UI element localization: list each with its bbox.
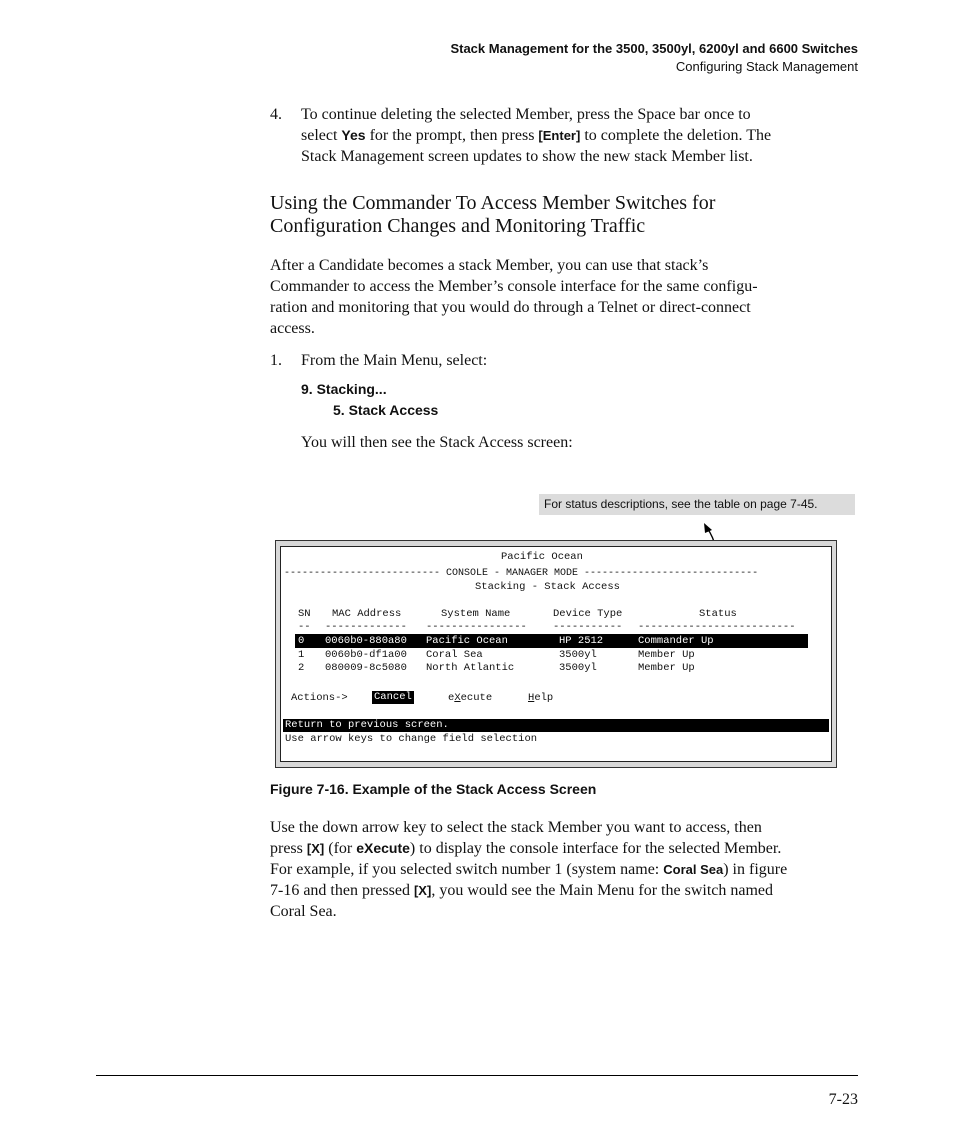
column-rule-name: ---------------- [426,621,527,633]
column-header-status: Status [699,608,737,620]
table-row-selected[interactable] [295,634,808,648]
closing-paragraph [270,817,862,922]
x-key: [X] [306,841,325,856]
execute-hotkey: X [454,692,461,704]
column-rule-type: ----------- [553,621,623,633]
help-suffix: elp [534,692,554,704]
enter-key: [Enter] [538,128,581,143]
closing-line-2 [270,838,862,859]
intro-line-1: After a Candidate becomes a stack Member, you can use that stack’s [270,257,709,274]
row-device-type: 3500yl [559,662,597,674]
row-sn: 0 [298,635,305,647]
execute-action[interactable] [448,692,492,705]
help-message: Return to previous screen. [285,719,449,731]
text-run: For example, if you selected switch number 1 (system name: [270,861,664,878]
intro-paragraph [270,255,860,339]
column-rule-sn: -- [298,621,311,633]
text-run: to complete the deletion. The [580,127,772,144]
footer-rule [96,1075,858,1076]
row-sn: 2 [298,662,305,674]
intro-line-3: ration and monitoring that you would do through a Telnet or direct-connect [270,299,751,316]
help-hotkey: H [528,692,535,704]
console-screen [280,546,832,762]
row-mac: 080009-8c5080 [325,662,407,674]
table-row[interactable] [295,648,808,662]
screen-subtitle: Stacking - Stack Access [475,581,620,593]
x-key: [X] [413,883,432,898]
row-status: Commander Up [638,635,714,647]
help-message-bar [283,719,829,732]
actions-label: Actions-> [291,692,348,704]
step-1-number: 1. [270,352,282,369]
console-mode-line: -------------------------- CONSOLE - MANAGER MODE ----------------------------- [284,568,759,579]
text-run: 7-16 and then pressed [270,882,414,899]
text-run: ) in figure [723,861,788,878]
row-system-name: Coral Sea [426,649,483,661]
column-header-sn: SN [298,608,311,620]
column-rule-status: ------------------------- [638,621,796,633]
section-heading [270,192,850,238]
row-sn: 1 [298,649,305,661]
step-4-number: 4. [270,106,282,123]
section-heading-line-2: Configuration Changes and Monitoring Traffic [270,215,646,237]
step-1-after-text: You will then see the Stack Access screen: [301,434,573,451]
help-action[interactable] [528,692,553,705]
yes-keyword: Yes [341,127,366,143]
running-header-title: Stack Management for the 3500, 3500yl, 6200yl and 6600 Switches [450,41,858,56]
row-device-type: 3500yl [559,649,597,661]
step-4-text [301,104,861,167]
step-4-line-3: Stack Management screen updates to show the new stack Member list. [301,148,753,165]
step-4-line-1: To continue deleting the selected Member, press the Space bar once to [301,106,751,123]
closing-line-5: Coral Sea. [270,903,337,920]
closing-line-4 [270,880,862,901]
execute-suffix: ecute [460,692,493,704]
menu-path-stacking: 9. Stacking... [301,381,387,397]
screen-title: Pacific Ocean [501,551,583,563]
menu-path-stack-access: 5. Stack Access [333,402,439,418]
text-run: , you would see the Main Menu for the switch named [431,882,774,899]
intro-line-4: access. [270,320,315,337]
figure-caption: Figure 7-16. Example of the Stack Access Screen [270,781,597,797]
column-header-mac: MAC Address [332,608,402,620]
text-run: press [270,840,307,857]
column-rule-mac: ------------- [325,621,407,633]
navigation-hint: Use arrow keys to change field selection [285,733,538,745]
coral-sea-keyword: Coral Sea [663,862,724,877]
column-header-type: Device Type [553,608,623,620]
row-mac: 0060b0-880a80 [325,635,407,647]
closing-line-3 [270,859,862,880]
execute-prefix: e [448,692,455,704]
row-device-type: HP 2512 [559,635,604,647]
text-run: select [301,127,342,144]
row-status: Member Up [638,649,695,661]
status-callout: For status descriptions, see the table on page 7-45. [539,494,855,515]
text-run: ) to display the console interface for the selected Member. [409,840,782,857]
step-1-text: From the Main Menu, select: [301,352,488,369]
page-number: 7-23 [828,1091,858,1108]
row-status: Member Up [638,662,695,674]
section-heading-line-1: Using the Commander To Access Member Switches for [270,192,716,214]
text-run: for the prompt, then press [365,127,539,144]
cancel-action[interactable]: Cancel [374,691,412,703]
running-header-subtitle: Configuring Stack Management [675,59,858,74]
row-mac: 0060b0-df1a00 [325,649,407,661]
execute-keyword: eXecute [356,840,410,856]
row-system-name: North Atlantic [426,662,515,674]
row-system-name: Pacific Ocean [426,635,508,647]
intro-line-2: Commander to access the Member’s console interface for the same configu- [270,278,758,295]
closing-line-1: Use the down arrow key to select the stack Member you want to access, then [270,819,762,836]
column-header-name: System Name [441,608,511,620]
text-run: (for [324,840,357,857]
table-row[interactable] [295,661,808,675]
step-4-line-2 [301,125,861,146]
